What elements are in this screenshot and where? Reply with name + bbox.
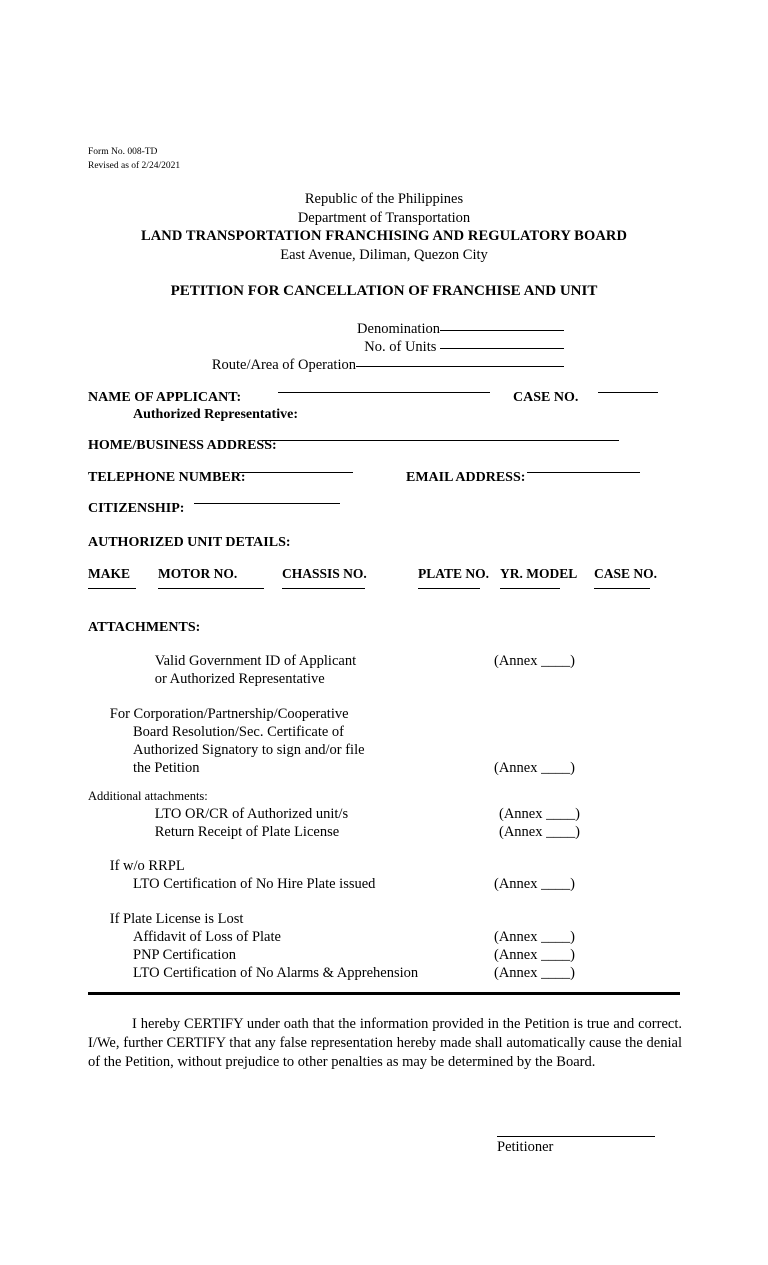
annex-field-affidavit-of-loss[interactable]: (Annex ____) (494, 929, 575, 945)
attachment-group-rrpl (88, 858, 680, 894)
citizenship-label: CITIZENSHIP: (88, 501, 185, 516)
name-of-applicant-input[interactable] (278, 392, 490, 393)
attachment-row (88, 876, 680, 894)
attachment-row (88, 724, 680, 742)
attachment-row (133, 824, 680, 842)
attachment-label-return-receipt: Return Receipt of Plate License (154, 824, 340, 840)
letterhead-department: Department of Transportation (297, 209, 471, 226)
attachment-row (88, 947, 680, 965)
denomination-row (0, 320, 564, 338)
home-business-address-input[interactable] (262, 440, 619, 441)
annex-field-return-receipt[interactable]: (Annex ____) (499, 824, 580, 840)
petitioner-signature-label: Petitioner (497, 1139, 554, 1155)
route-label: Route/Area of Operation (211, 357, 356, 373)
annex-field-no-hire-plate[interactable]: (Annex ____) (494, 876, 575, 892)
section-divider (88, 992, 680, 995)
page-title: PETITION FOR CANCELLATION OF FRANCHISE AND UNIT (170, 283, 598, 299)
attachment-row (88, 760, 680, 778)
form-number: Form No. 008-TD (88, 147, 158, 157)
petitioner-signature-input[interactable] (497, 1136, 655, 1137)
case-no-label: CASE NO. (513, 390, 579, 405)
attachment-label-no-alarms: LTO Certification of No Alarms & Apprehension (133, 965, 419, 981)
attachment-header-rrpl: If w/o RRPL (109, 858, 185, 874)
annex-field-valid-id[interactable]: (Annex ____) (494, 653, 575, 669)
cell-yr-model[interactable] (500, 588, 560, 589)
annex-field-pnp-certification[interactable]: (Annex ____) (494, 947, 575, 963)
annex-field-corporation[interactable]: (Annex ____) (494, 760, 575, 776)
attachment-group-header (88, 706, 680, 724)
column-header-yr-model: YR. MODEL (500, 566, 578, 581)
attachment-label-the-petition: the Petition (133, 760, 200, 776)
column-header-case-no: CASE NO. (594, 566, 658, 581)
column-header-make: MAKE (88, 566, 130, 581)
form-revision-date: Revised as of 2/24/2021 (88, 160, 181, 171)
denomination-label: Denomination (357, 321, 440, 337)
email-address-input[interactable] (527, 472, 640, 473)
units-input[interactable] (440, 348, 564, 349)
attachment-header-corporation: For Corporation/Partnership/Cooperative (109, 706, 349, 722)
letterhead (0, 190, 768, 264)
citizenship-input[interactable] (194, 503, 340, 504)
attachment-row (133, 806, 680, 824)
attachment-label-authorized-signatory: Authorized Signatory to sign and/or file (133, 742, 365, 758)
attachment-label-board-resolution: Board Resolution/Sec. Certificate of (133, 724, 345, 740)
attachment-label-valid-id-line2: or Authorized Representative (154, 671, 325, 687)
cell-case-no[interactable] (594, 588, 650, 589)
column-header-motor-no: MOTOR NO. (158, 566, 238, 581)
attachment-label-no-hire-plate: LTO Certification of No Hire Plate issued (133, 876, 376, 892)
column-header-chassis-no: CHASSIS NO. (282, 566, 367, 581)
attachment-group-header (88, 858, 680, 876)
telephone-number-input[interactable] (239, 472, 353, 473)
email-address-label: EMAIL ADDRESS: (406, 470, 526, 485)
telephone-number-label: TELEPHONE NUMBER: (88, 470, 246, 485)
cell-motor-no[interactable] (158, 588, 264, 589)
attachment-row (88, 929, 680, 947)
attachment-group-corporation (88, 706, 680, 778)
attachment-row (133, 653, 680, 671)
cell-chassis-no[interactable] (282, 588, 365, 589)
column-header-plate-no: PLATE NO. (418, 566, 490, 581)
attachment-header-additional: Additional attachments: (88, 789, 208, 803)
annex-field-no-alarms[interactable]: (Annex ____) (494, 965, 575, 981)
annex-field-lto-or-cr[interactable]: (Annex ____) (499, 806, 580, 822)
attachment-row (133, 671, 680, 689)
attachment-row (88, 742, 680, 760)
attachment-label-affidavit-of-loss: Affidavit of Loss of Plate (133, 929, 281, 945)
name-of-applicant-label: NAME OF APPLICANT: (88, 390, 242, 405)
letterhead-republic: Republic of the Philippines (304, 191, 464, 207)
attachment-label-lto-or-cr: LTO OR/CR of Authorized unit/s (154, 806, 349, 822)
units-row (0, 338, 564, 356)
authorized-unit-details-heading: AUTHORIZED UNIT DETAILS: (88, 535, 291, 550)
attachment-row (88, 965, 680, 983)
home-business-address-label: HOME/BUSINESS ADDRESS: (88, 438, 277, 453)
route-input[interactable] (356, 366, 564, 367)
cell-make[interactable] (88, 588, 136, 589)
case-no-input[interactable] (598, 392, 658, 393)
attachment-label-pnp-certification: PNP Certification (133, 947, 236, 963)
attachment-group-additional (133, 806, 680, 842)
denomination-block (0, 320, 564, 374)
attachment-group-lost-plate (88, 911, 680, 983)
denomination-input[interactable] (440, 330, 564, 331)
route-row (0, 356, 564, 374)
certification-paragraph: I hereby CERTIFY under oath that the information provided in the Petition is true and correct. I/We, further CERTIFY that any false representation hereby made shall automatically cause the denial of the Petition, without prejudice to other penalties as may be determined by the Board. (88, 1016, 682, 1070)
cell-plate-no[interactable] (418, 588, 480, 589)
letterhead-address: East Avenue, Diliman, Quezon City (280, 246, 488, 263)
authorized-representative-label: Authorized Representative: (133, 407, 298, 422)
form-stamp (88, 146, 180, 173)
attachment-group-valid-id (133, 653, 680, 689)
units-label: No. of Units (364, 339, 440, 355)
attachments-heading: ATTACHMENTS: (88, 620, 201, 635)
letterhead-agency: LAND TRANSPORTATION FRANCHISING AND REGULATORY BOARD (140, 228, 628, 244)
attachment-label-valid-id-line1: Valid Government ID of Applicant (154, 653, 357, 669)
attachment-header-lost-plate: If Plate License is Lost (109, 911, 244, 927)
attachment-group-header (88, 911, 680, 929)
